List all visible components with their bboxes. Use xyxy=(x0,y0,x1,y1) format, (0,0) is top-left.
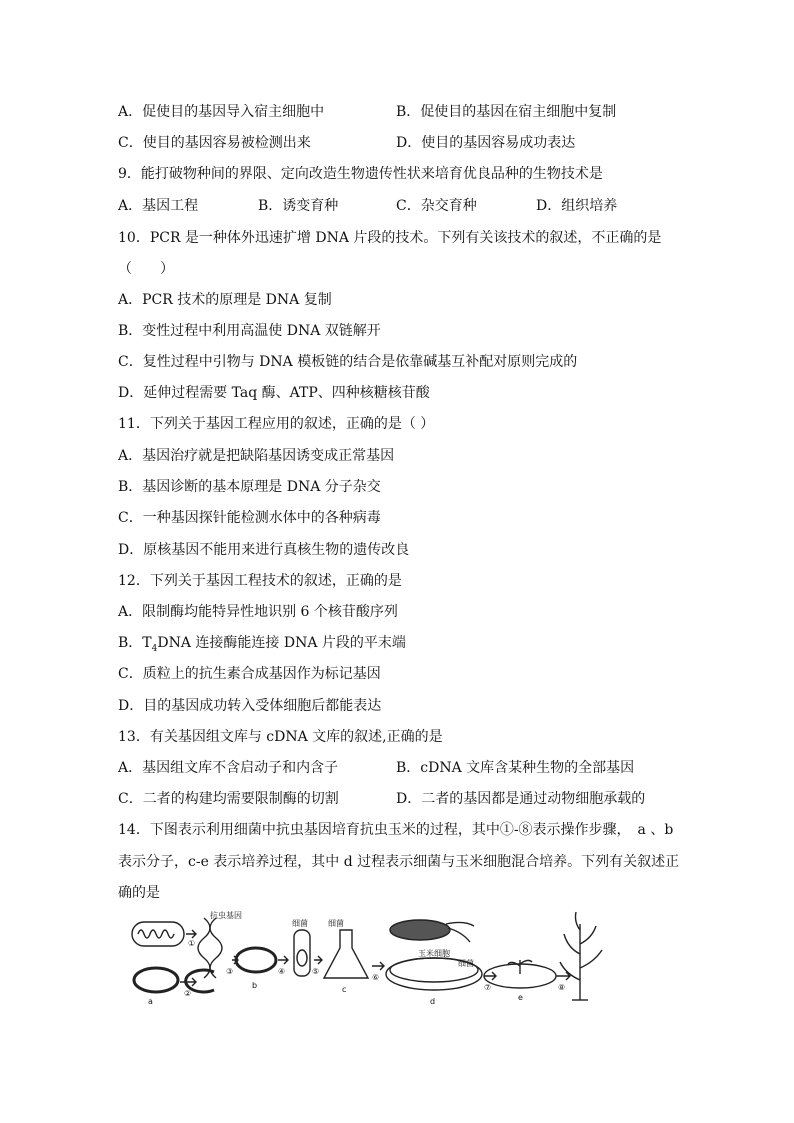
culture-flask-c xyxy=(324,930,368,978)
q12-option-c: C．质粒上的抗生素合成基因作为标记基因 xyxy=(118,666,381,682)
arrow-step-7 xyxy=(484,972,496,980)
q13-option-a: A．基因组文库不含启动子和内含子 xyxy=(118,760,339,776)
q14-stem-line1: 14．下图表示利用细菌中抗虫基因培育抗虫玉米的过程，其中①-⑧表示操作步骤， a 、b xyxy=(118,822,674,838)
q11-option-d: D．原核基因不能用来进行真核生物的遗传改良 xyxy=(118,542,410,558)
seedling xyxy=(508,960,532,974)
q10-stem: 10．PCR 是一种体外迅速扩增 DNA 片段的技术。下列有关该技术的叙述，不正确的是 xyxy=(118,230,662,246)
q8-option-b: B．促使目的基因在宿主细胞中复制 xyxy=(396,104,617,120)
step-8: ⑧ xyxy=(558,983,566,992)
corn-husk xyxy=(446,922,474,942)
helix-strand-2 xyxy=(210,918,222,978)
q12-option-b-rest: DNA 连接酶能连接 DNA 片段的平末端 xyxy=(157,635,406,651)
q11-option-b: B．基因诊断的基本原理是 DNA 分子杂交 xyxy=(118,479,381,495)
step-2: ② xyxy=(184,989,192,998)
step-6: ⑥ xyxy=(372,973,380,982)
q13-option-b: B．cDNA 文库含某种生物的全部基因 xyxy=(396,760,635,776)
q14-stem-line2: 表示分子，c-e 表示培养过程，其中 d 过程表示细菌与玉米细胞混合培养。下列有关叙述正 xyxy=(118,854,680,870)
label-bacteria-3: 细菌 xyxy=(458,959,474,968)
arrow-step-6 xyxy=(372,962,384,970)
bacteria-in-tube xyxy=(297,950,307,966)
q10-paren: （ ） xyxy=(118,261,174,277)
q13-stem: 13．有关基因组文库与 cDNA 文库的叙述,正确的是 xyxy=(118,729,443,745)
q14-stem-line3: 确的是 xyxy=(118,885,160,901)
q13-option-d: D．二者的基因都是通过动物细胞承载的 xyxy=(396,791,646,807)
bacteria-tube xyxy=(294,930,310,976)
arrow-step-4 xyxy=(278,956,288,964)
q9-option-c: C．杂交育种 xyxy=(396,198,477,214)
arrow-step-8 xyxy=(556,972,570,980)
letter-d: d xyxy=(430,997,436,1006)
corn-cob xyxy=(390,920,450,940)
letter-e: e xyxy=(518,993,523,1002)
q11-stem: 11．下列关于基因工程应用的叙述，正确的是（ ） xyxy=(118,416,435,432)
plasmid-a xyxy=(134,968,178,992)
arrow-step-1 xyxy=(186,930,196,938)
q10-option-a: A．PCR 技术的原理是 DNA 复制 xyxy=(118,292,332,308)
step-5: ⑤ xyxy=(312,967,320,976)
letter-c: c xyxy=(342,985,347,994)
label-bacteria-1: 细菌 xyxy=(292,919,308,928)
q12-option-a: A．限制酶均能特异性地识别 6 个核苷酸序列 xyxy=(118,604,398,620)
label-gene: 抗虫基因 xyxy=(210,911,242,920)
recombinant-plasmid-b xyxy=(236,948,276,972)
q12-stem: 12．下列关于基因工程技术的叙述，正确的是 xyxy=(118,573,402,589)
step-1: ① xyxy=(188,939,196,948)
source-dna-coil xyxy=(132,922,184,946)
q9-option-a: A．基因工程 xyxy=(118,198,199,214)
q12-option-d: D．目的基因成功转入受体细胞后都能表达 xyxy=(118,698,382,714)
corn-plant xyxy=(560,912,602,1000)
q9-stem: 9．能打破物种间的界限、定向改造生物遗传性状来培育优良品种的生物技术是 xyxy=(118,166,603,182)
q8-option-d: D．使目的基因容易成功表达 xyxy=(396,135,576,151)
q11-option-c: C．一种基因探针能检测水体中的各种病毒 xyxy=(118,510,381,526)
q11-option-a: A．基因治疗就是把缺陷基因诱变成正常基因 xyxy=(118,448,395,464)
step-7: ⑦ xyxy=(484,983,492,992)
q8-option-c: C．使目的基因容易被检测出来 xyxy=(118,135,311,151)
q10-option-c: C．复性过程中引物与 DNA 模板链的结合是依靠碱基互补配对原则完成的 xyxy=(118,354,578,370)
arrow-step-5 xyxy=(314,956,322,964)
letter-b: b xyxy=(252,981,258,990)
q9-option-b: B．诱变育种 xyxy=(258,198,339,214)
letter-a: a xyxy=(148,997,153,1006)
coil-strand xyxy=(138,930,174,938)
label-bacteria-2: 细菌 xyxy=(328,919,344,928)
q8-option-a: A．促使目的基因导入宿主细胞中 xyxy=(118,104,325,120)
q10-option-b: B．变性过程中利用高温使 DNA 双链解开 xyxy=(118,323,381,339)
q10-option-d: D．延伸过程需要 Taq 酶、ATP、四种核糖核苷酸 xyxy=(118,385,430,401)
q12-option-b-subscript: 4 xyxy=(151,643,158,654)
step-3: ③ xyxy=(226,967,234,976)
q12-option-b-prefix: B．T xyxy=(118,635,152,651)
step-4: ④ xyxy=(278,967,286,976)
q12-option-b xyxy=(118,633,406,659)
process-diagram xyxy=(128,908,618,1008)
q13-option-c: C．二者的构建均需要限制酶的切割 xyxy=(118,791,339,807)
q9-option-d: D．组织培养 xyxy=(536,198,618,214)
label-corn-cell: 玉米细胞 xyxy=(418,949,450,958)
